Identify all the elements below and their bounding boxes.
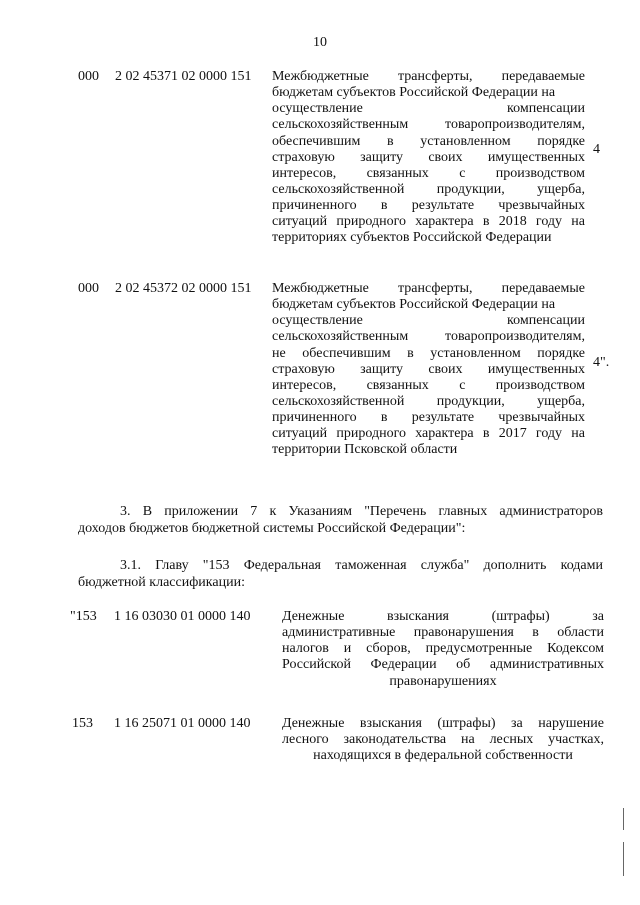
budget-classification-code: 2 02 45371 02 0000 151 — [115, 69, 252, 84]
description-line: не обеспечившим в установленном порядке — [272, 345, 585, 361]
row-description — [272, 69, 585, 247]
description-line: осуществление компенсации — [272, 101, 585, 117]
admin-code: 000 — [78, 69, 99, 84]
description-line: сельскохозяйственной продукции, ущерба, — [272, 393, 585, 409]
description-line: территориях субъектов Российской Федерации — [272, 230, 552, 246]
description-line: находящихся в федеральной собственности — [313, 748, 573, 764]
description-line: бюджетам субъектов Российской Федерации на — [272, 297, 556, 313]
description-line: ситуаций природного характера в 2017 году на — [272, 426, 585, 442]
description-line: интересов, связанных с производством — [272, 165, 585, 181]
admin-code: "153 — [70, 609, 97, 624]
budget-classification-code: 1 16 03030 01 0000 140 — [114, 609, 251, 624]
description-line: Российской Федерации об административных — [282, 657, 604, 673]
budget-classification-code: 2 02 45372 02 0000 151 — [115, 281, 252, 296]
page-number: 10 — [313, 35, 327, 50]
description-line: причиненного в результате чрезвычайных — [272, 410, 585, 426]
scan-artifact — [623, 842, 624, 876]
description-line: Межбюджетные трансферты, передаваемые — [272, 69, 585, 84]
row-description — [282, 609, 604, 690]
description-line: причиненного в результате чрезвычайных — [272, 198, 585, 214]
description-line: бюджетам субъектов Российской Федерации на — [272, 85, 556, 101]
description-line: сельскохозяйственным товаропроизводителям, — [272, 329, 585, 345]
description-line: сельскохозяйственной продукции, ущерба, — [272, 181, 585, 197]
description-line: осуществление компенсации — [272, 313, 585, 329]
description-line: страховую защиту своих имущественных — [272, 361, 585, 377]
row-value: 4 — [593, 142, 600, 157]
paragraph-line: 3.1. Главу "153 Федеральная таможенная служба" дополнить кодами — [120, 558, 603, 573]
description-line: правонарушениях — [389, 673, 497, 689]
row-description — [272, 281, 585, 459]
row-description — [282, 716, 604, 764]
description-line: интересов, связанных с производством — [272, 377, 585, 393]
description-line: страховую защиту своих имущественных — [272, 149, 585, 165]
description-line: административные правонарушения в области — [282, 625, 604, 641]
description-line: сельскохозяйственным товаропроизводителям, — [272, 117, 585, 133]
description-line: Денежные взыскания (штрафы) за нарушение — [282, 716, 604, 731]
paragraph-line: бюджетной классификации: — [78, 575, 245, 590]
description-line: территории Псковской области — [272, 442, 458, 458]
description-line: обеспечившим в установленном порядке — [272, 133, 585, 149]
description-line: ситуаций природного характера в 2018 году на — [272, 214, 585, 230]
paragraph-line: 3. В приложении 7 к Указаниям "Перечень главных администраторов — [120, 504, 603, 519]
admin-code: 153 — [72, 716, 93, 731]
description-line: лесного законодательства на лесных участках, — [282, 732, 604, 748]
scan-artifact — [623, 808, 624, 830]
paragraph-3 — [78, 503, 603, 537]
description-line: Межбюджетные трансферты, передаваемые — [272, 281, 585, 296]
description-line: Денежные взыскания (штрафы) за — [282, 609, 604, 624]
description-line: налогов и сборов, предусмотренные Кодексом — [282, 641, 604, 657]
paragraph-line: доходов бюджетов бюджетной системы Российской Федерации": — [78, 521, 466, 536]
admin-code: 000 — [78, 281, 99, 296]
paragraph-3-1 — [78, 557, 603, 591]
row-value: 4". — [593, 355, 610, 370]
budget-classification-code: 1 16 25071 01 0000 140 — [114, 716, 251, 731]
